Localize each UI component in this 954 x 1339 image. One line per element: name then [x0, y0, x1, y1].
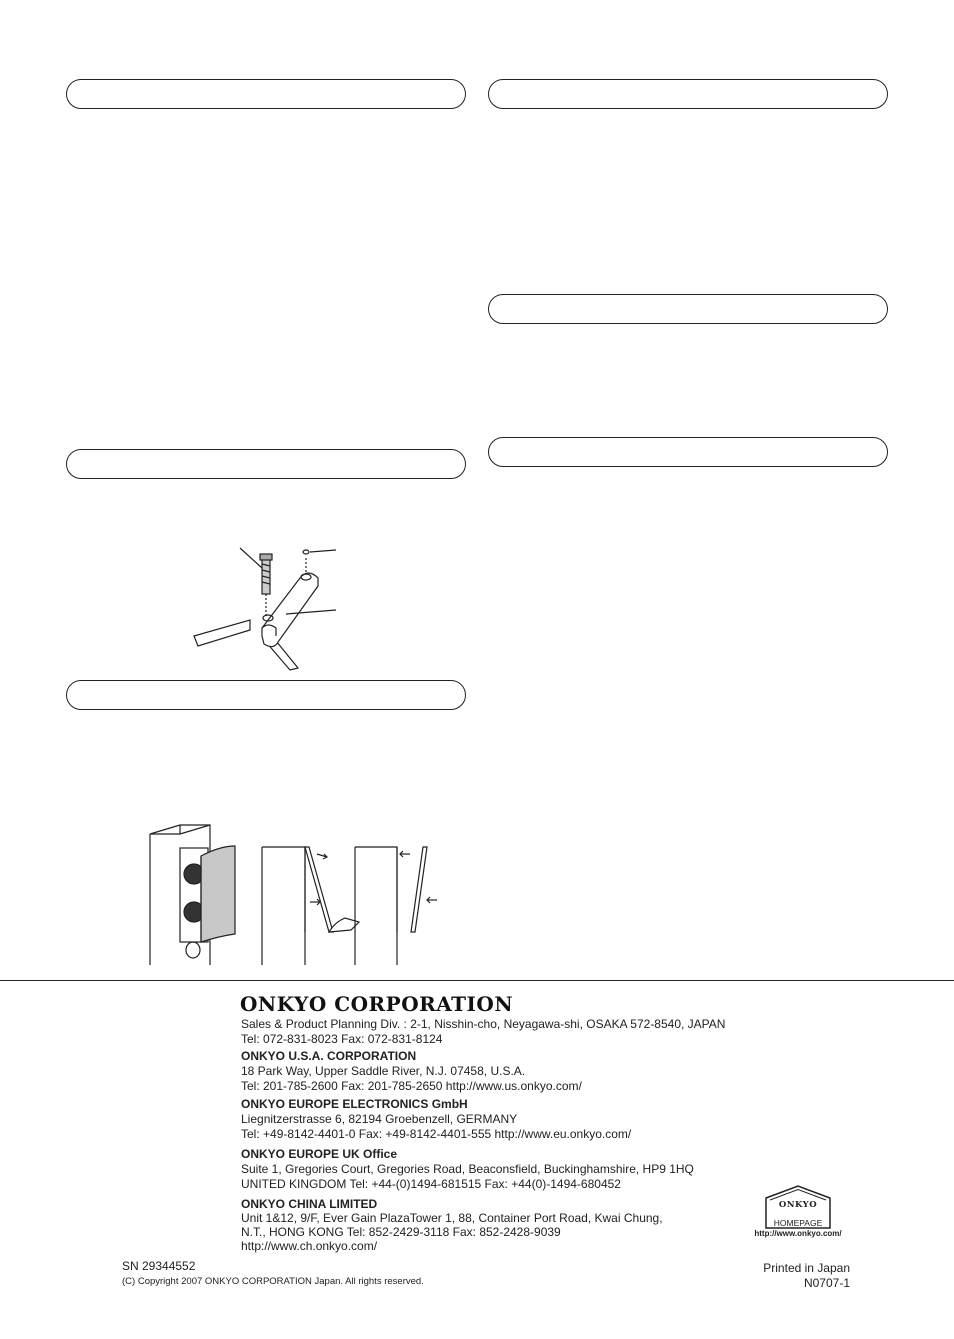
section-bar-right-3: [488, 437, 888, 467]
grille-removal-illustration: [145, 822, 445, 967]
printed-in: Printed in Japan: [763, 1261, 850, 1275]
document-code: N0707-1: [803, 1276, 850, 1290]
office-europe: [241, 1097, 631, 1142]
office-line: Liegnitzerstrasse 6, 82194 Groebenzell, GERMANY: [241, 1112, 518, 1126]
spike-installation-illustration: [190, 538, 350, 678]
office-line: Suite 1, Gregories Court, Gregories Road, Beaconsfield, Buckinghamshire, HP9 1HQ: [241, 1162, 694, 1176]
office-line: Tel: 201-785-2600 Fax: 201-785-2650 http://www.us.onkyo.com/: [241, 1079, 582, 1093]
office-name: ONKYO CHINA LIMITED: [241, 1197, 378, 1211]
section-bar-right-2: [488, 294, 888, 324]
office-china: [241, 1197, 663, 1253]
office-line: 18 Park Way, Upper Saddle River, N.J. 07458, U.S.A.: [241, 1064, 526, 1078]
office-line: UNITED KINGDOM Tel: +44-(0)1494-681515 Fax: +44(0)-1494-680452: [241, 1177, 621, 1191]
office-line: Unit 1&12, 9/F, Ever Gain PlazaTower 1, 88, Container Port Road, Kwai Chung,: [241, 1211, 663, 1225]
office-line: Tel: +49-8142-4401-0 Fax: +49-8142-4401-555 http://www.eu.onkyo.com/: [241, 1127, 632, 1141]
office-name: ONKYO EUROPE UK Office: [241, 1147, 398, 1161]
homepage-brand: ONKYO: [778, 1200, 818, 1210]
hq-address: [241, 1017, 725, 1047]
homepage-logo: [742, 1184, 854, 1240]
serial-number: SN 29344552: [122, 1259, 196, 1273]
office-line: N.T., HONG KONG Tel: 852-2429-3118 Fax: 852-2428-9039: [241, 1225, 561, 1239]
homepage-url: http://www.onkyo.com/: [754, 1229, 842, 1238]
homepage-label: HOMEPAGE: [773, 1218, 823, 1228]
hq-address-line: Sales & Product Planning Div. : 2-1, Nisshin-cho, Neyagawa-shi, OSAKA 572-8540, JAPAN: [241, 1017, 726, 1031]
office-uk: [241, 1147, 694, 1192]
office-usa: [241, 1049, 582, 1094]
footer-divider: [0, 980, 954, 981]
company-name: ONKYO CORPORATION: [240, 992, 514, 1016]
section-bar-right-1: [488, 79, 888, 109]
office-line: http://www.ch.onkyo.com/: [241, 1239, 378, 1253]
section-bar-left-2: [66, 449, 466, 479]
office-name: ONKYO EUROPE ELECTRONICS GmbH: [241, 1097, 468, 1111]
section-bar-left-3: [66, 680, 466, 710]
hq-contact-line: Tel: 072-831-8023 Fax: 072-831-8124: [241, 1032, 443, 1046]
office-name: ONKYO U.S.A. CORPORATION: [241, 1049, 417, 1063]
section-bar-left-1: [66, 79, 466, 109]
copyright: (C) Copyright 2007 ONKYO CORPORATION Japan. All rights reserved.: [122, 1276, 424, 1287]
